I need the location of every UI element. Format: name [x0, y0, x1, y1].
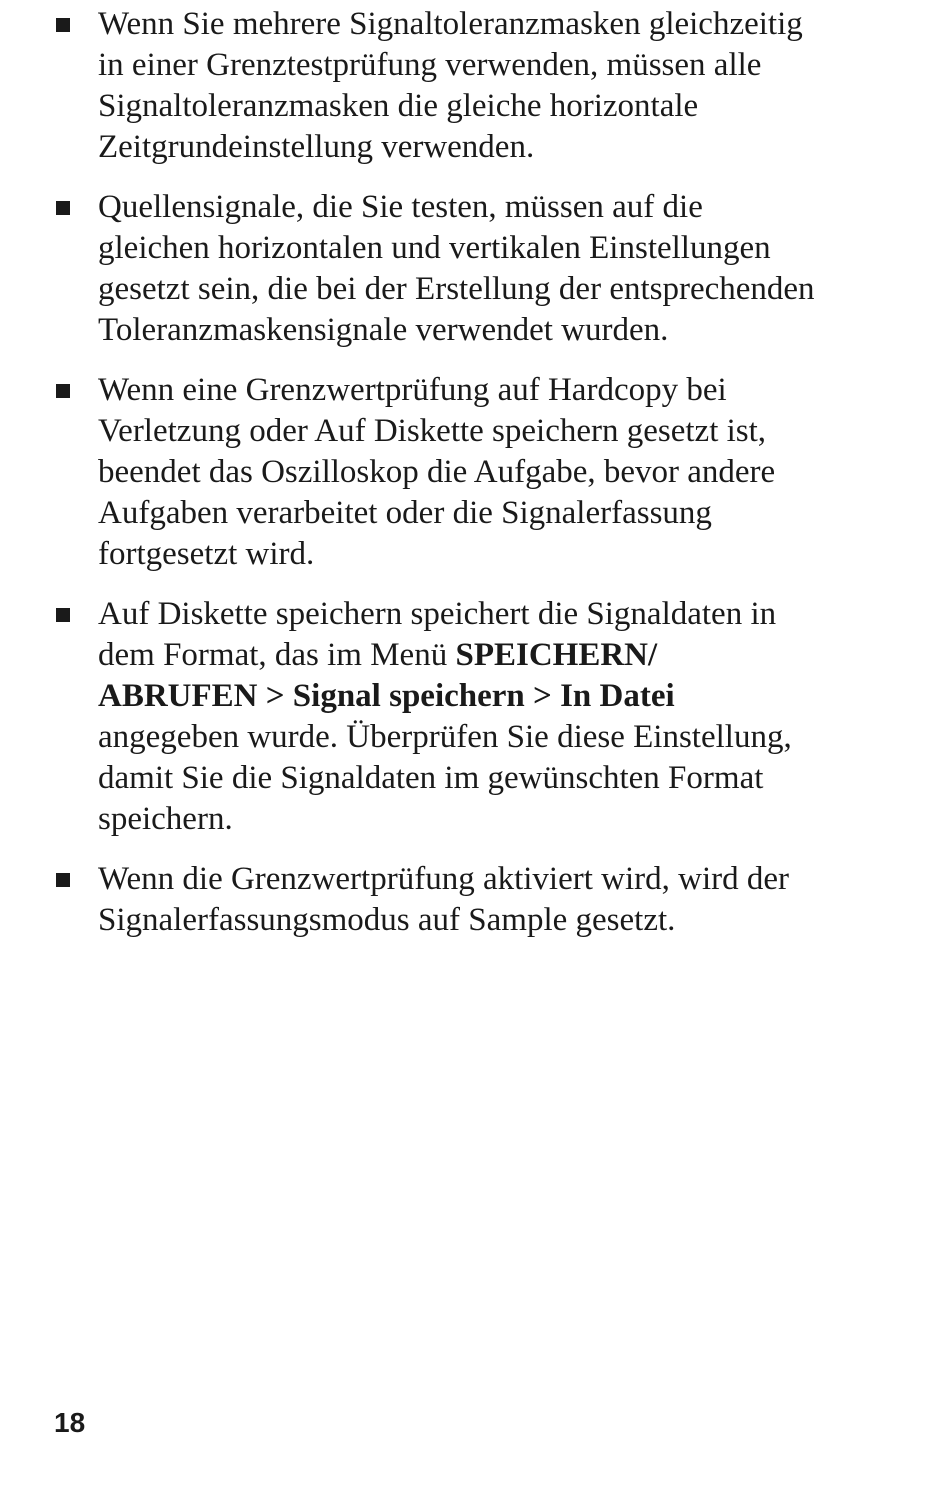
- bullet-list: [54, 4, 914, 960]
- text-line: Auf Diskette speichern speichert die Signaldaten in: [98, 596, 777, 632]
- page-number: 18: [54, 1407, 86, 1438]
- text-line: damit Sie die Signaldaten im gewünschten Format: [98, 760, 764, 796]
- text-line: gesetzt sein, die bei der Erstellung der entsprechenden: [98, 271, 815, 307]
- text-line: Quellensignale, die Sie testen, müssen auf die: [98, 189, 703, 225]
- text-line: Signalerfassungsmodus auf Sample gesetzt.: [98, 902, 676, 938]
- square-bullet-icon: [56, 873, 70, 887]
- list-item: [54, 859, 914, 941]
- square-bullet-icon: [56, 384, 70, 398]
- text-line: speichern.: [98, 801, 233, 837]
- text-line: gleichen horizontalen und vertikalen Einstellungen: [98, 230, 771, 266]
- text-line: angegeben wurde. Überprüfen Sie diese Einstellung,: [98, 719, 792, 755]
- text-line: [98, 635, 914, 676]
- text-line: Verletzung oder Auf Diskette speichern gesetzt ist,: [98, 413, 767, 449]
- menu-path-bold: ABRUFEN > Signal speichern > In Datei: [98, 678, 675, 714]
- square-bullet-icon: [56, 201, 70, 215]
- text-line: Wenn Sie mehrere Signaltoleranzmasken gleichzeitig: [98, 6, 803, 42]
- list-item: [54, 594, 914, 840]
- square-bullet-icon: [56, 18, 70, 32]
- text-line: Signaltoleranzmasken die gleiche horizontale: [98, 88, 699, 124]
- list-item: [54, 4, 914, 168]
- text-line: Wenn die Grenzwertprüfung aktiviert wird, wird der: [98, 861, 790, 897]
- text-line: beendet das Oszilloskop die Aufgabe, bevor andere: [98, 454, 776, 490]
- text-line: Toleranzmaskensignale verwendet wurden.: [98, 312, 669, 348]
- list-item: [54, 187, 914, 351]
- text-line: Zeitgrundeinstellung verwenden.: [98, 129, 535, 165]
- list-item: [54, 370, 914, 575]
- text-line: Aufgaben verarbeitet oder die Signalerfassung: [98, 495, 712, 531]
- text-line: fortgesetzt wird.: [98, 536, 315, 572]
- square-bullet-icon: [56, 608, 70, 622]
- text-line: Wenn eine Grenzwertprüfung auf Hardcopy bei: [98, 372, 727, 408]
- menu-path-bold: SPEICHERN/: [455, 637, 658, 673]
- text-line: in einer Grenztestprüfung verwenden, müssen alle: [98, 47, 762, 83]
- text-segment: dem Format, das im Menü: [98, 637, 456, 673]
